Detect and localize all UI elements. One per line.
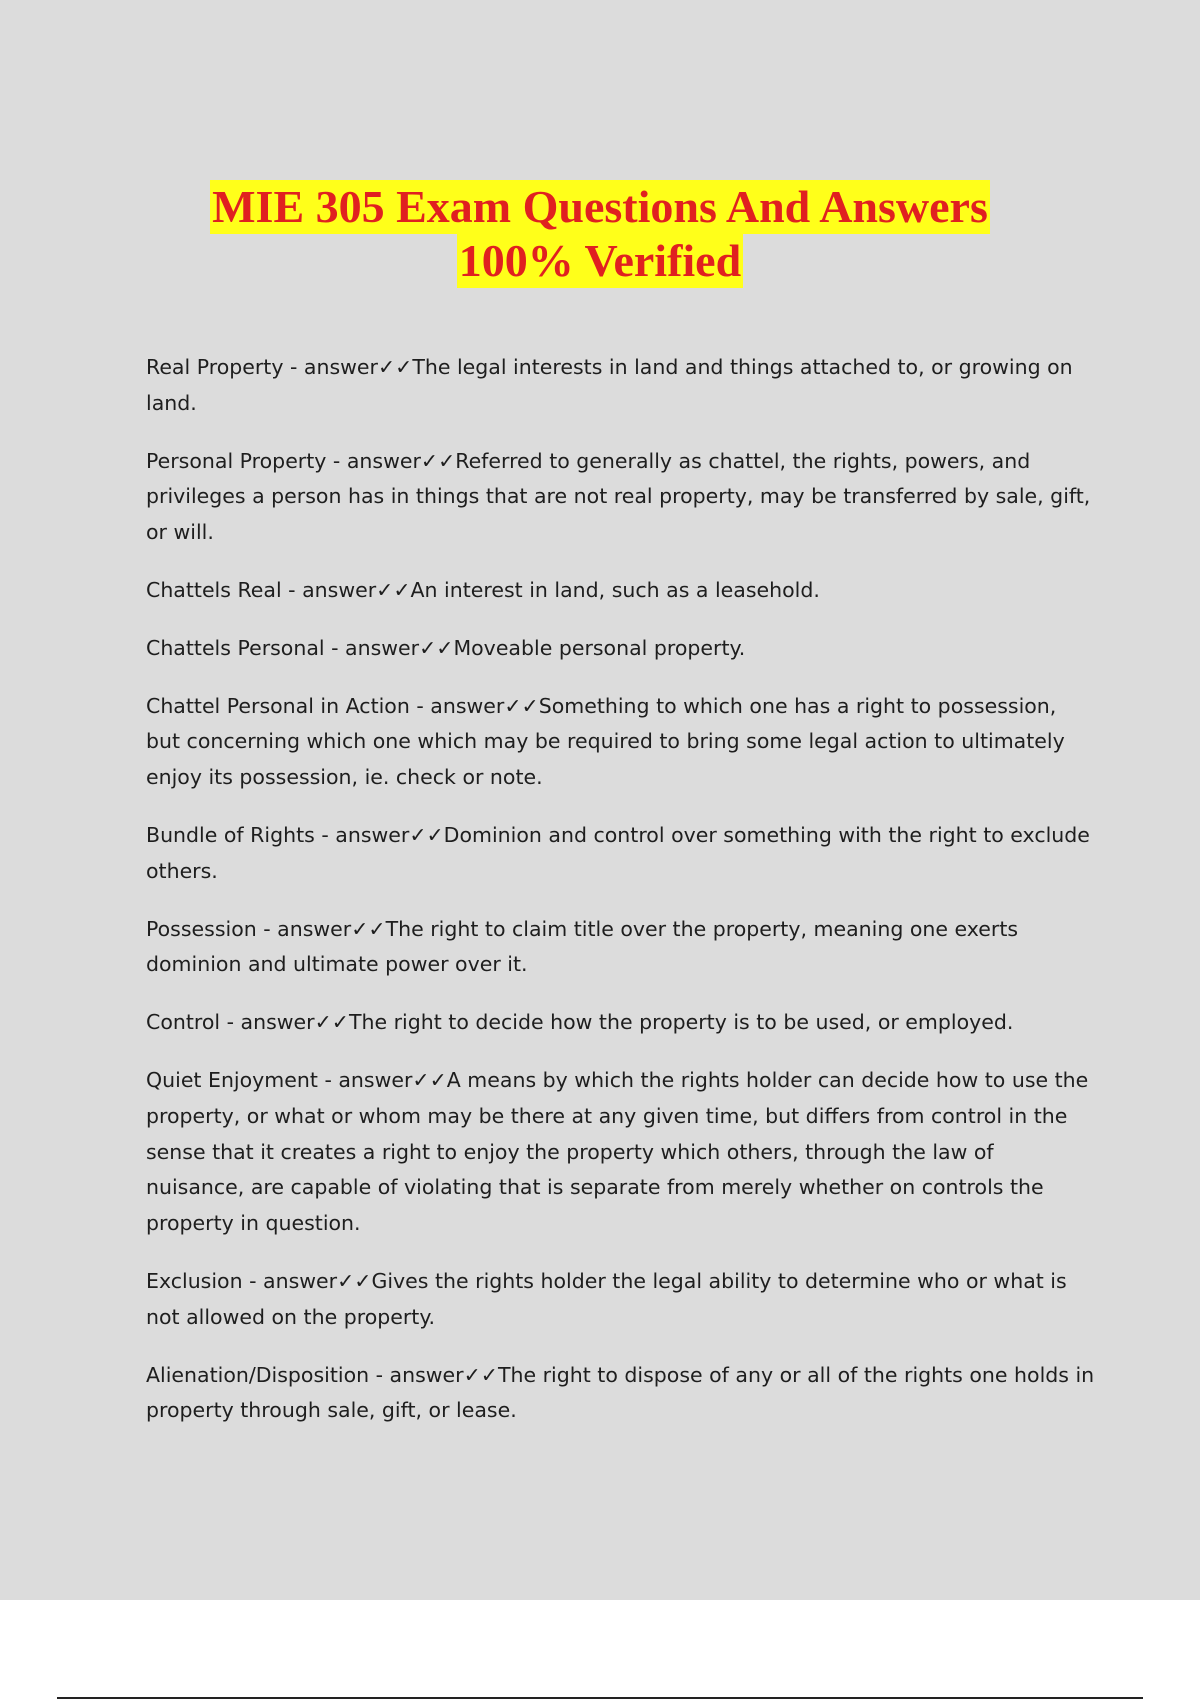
qa-entry	[146, 818, 1096, 890]
entry-definition: The right to decide how the property is to be used, or employed.	[348, 1010, 1014, 1035]
entry-definition: The legal interests in land and things attached to, or growing on land.	[146, 355, 1073, 415]
entry-separator: - answer	[317, 1067, 413, 1092]
check-mark-icon: ✓✓	[314, 1010, 349, 1035]
entry-definition: Gives the rights holder the legal ability to determine who or what is not allowed on the property.	[146, 1268, 1067, 1329]
check-mark-icon: ✓✓	[377, 355, 413, 379]
qa-entry	[146, 573, 1096, 609]
qa-entry	[146, 631, 1096, 667]
check-mark-icon: ✓✓	[409, 822, 444, 847]
check-mark-icon: ✓✓	[463, 1362, 498, 1387]
qa-entry	[146, 912, 1096, 984]
entry-term: Real Property	[146, 355, 284, 379]
check-mark-icon: ✓✓	[504, 693, 539, 718]
check-mark-icon: ✓✓	[412, 1067, 447, 1092]
qa-entry	[146, 1063, 1096, 1242]
title-line-1: MIE 305 Exam Questions And Answers	[212, 181, 988, 232]
entry-term: Possession	[146, 916, 257, 941]
entry-definition: An interest in land, such as a leasehold.	[410, 577, 820, 602]
entry-definition: Dominion and control over something with the right to exclude others.	[146, 822, 1090, 883]
entry-definition: The right to claim title over the property, meaning one exerts dominion and ultimate power over it.	[146, 916, 1019, 977]
check-mark-icon: ✓✓	[419, 635, 454, 660]
entry-separator: - answer	[242, 1268, 338, 1293]
check-mark-icon: ✓✓	[420, 448, 456, 473]
entry-term: Quiet Enjoyment	[146, 1067, 318, 1092]
document-title	[0, 180, 1200, 288]
entry-term: Control	[146, 1010, 221, 1035]
entry-separator: - answer	[220, 1010, 315, 1035]
title-line-2: 100% Verified	[458, 235, 742, 286]
entry-term: Alienation/Disposition	[146, 1362, 370, 1387]
entry-term: Chattels Personal	[146, 635, 325, 660]
entry-separator: - answer	[314, 822, 410, 847]
entry-separator: - answer	[256, 916, 352, 941]
entry-term: Chattel Personal in Action	[146, 693, 410, 718]
qa-entry	[146, 1358, 1096, 1430]
entry-term: Exclusion	[146, 1268, 243, 1293]
entry-separator: - answer	[409, 693, 505, 718]
entry-definition: Moveable personal property.	[453, 635, 746, 660]
entry-separator: - answer	[283, 355, 378, 379]
qa-entry	[146, 1264, 1096, 1336]
qa-entry	[146, 444, 1096, 551]
entry-separator: - answer	[281, 577, 377, 602]
footer-divider	[57, 1697, 1143, 1699]
check-mark-icon: ✓✓	[351, 916, 386, 941]
entry-definition: Referred to generally as chattel, the rights, powers, and privileges a person has in things that are not real property, may be transferred by sale, gift, or will.	[146, 448, 1091, 545]
qa-entry	[146, 1005, 1096, 1041]
entry-separator: - answer	[369, 1362, 464, 1387]
entry-term: Chattels Real	[146, 577, 282, 602]
check-mark-icon: ✓✓	[337, 1268, 372, 1293]
entry-definition: The right to dispose of any or all of the rights one holds in property through sale, gift, or lease.	[146, 1362, 1095, 1423]
qa-entry-list	[146, 350, 1096, 1451]
entry-term: Personal Property	[146, 448, 327, 473]
entry-separator: - answer	[324, 635, 420, 660]
check-mark-icon: ✓✓	[376, 577, 411, 602]
entry-definition: Something to which one has a right to possession, but concerning which one which may be required to bring some legal action to ultimately enjoy its possession, ie. check or note.	[146, 693, 1065, 790]
qa-entry	[146, 350, 1096, 422]
qa-entry	[146, 689, 1096, 796]
entry-separator: - answer	[326, 448, 421, 473]
entry-definition: A means by which the rights holder can decide how to use the property, or what or whom may be there at any given time, but differs from control in the sense that it creates a right to enjoy the property which others, through the law of nuisance, are capable of violating that is separate from merely whether on controls the property in question.	[146, 1067, 1089, 1236]
entry-term: Bundle of Rights	[146, 822, 315, 847]
